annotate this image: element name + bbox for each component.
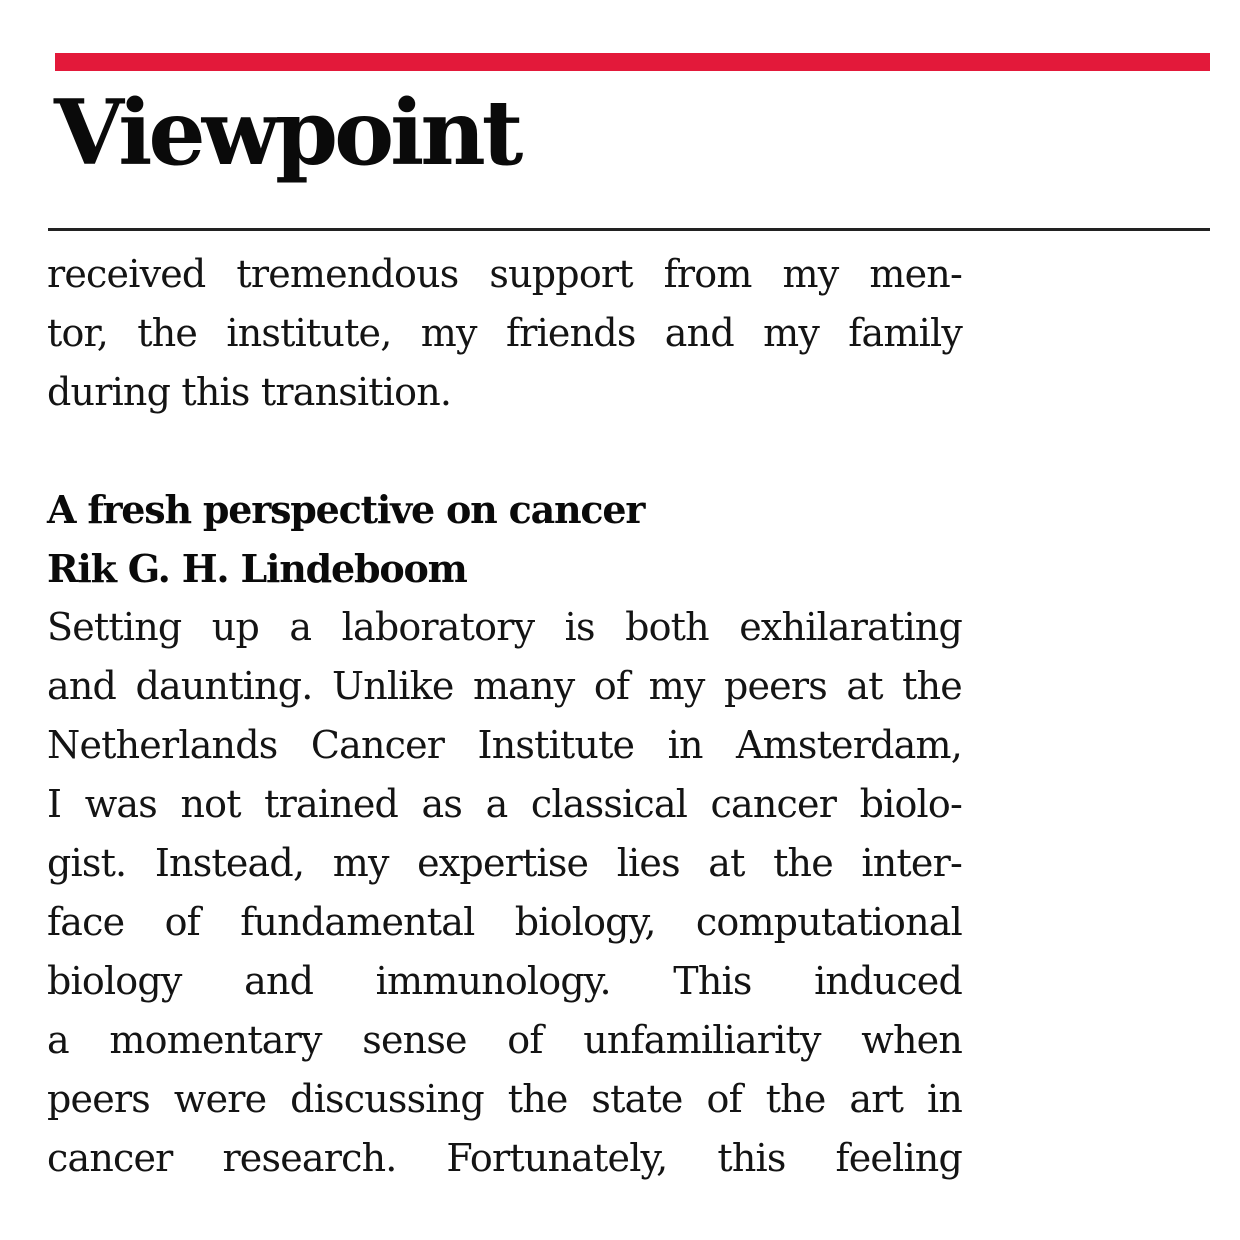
body-line: a momentary sense of unfamiliarity when (47, 1018, 962, 1062)
paragraph-gap (47, 422, 962, 480)
body-line: face of fundamental biology, computational (47, 900, 962, 944)
body-line: peers were discussing the state of the art in (47, 1077, 962, 1121)
body-line: and daunting. Unlike many of my peers at the (47, 664, 962, 708)
header-divider (48, 228, 1210, 231)
article-column (47, 245, 962, 1188)
section-title: Viewpoint (54, 80, 520, 186)
accent-rule (55, 53, 1210, 71)
article-author: Rik G. H. Lindeboom (47, 546, 467, 591)
body-line: Netherlands Cancer Institute in Amsterdam, (47, 723, 962, 767)
article-title: A fresh perspective on cancer (47, 487, 645, 532)
intro-line: tor, the institute, my friends and my family (47, 311, 962, 355)
body-line: gist. Instead, my expertise lies at the inter- (47, 841, 962, 885)
intro-line: received tremendous support from my men- (47, 252, 962, 296)
body-line: biology and immunology. This induced (47, 959, 962, 1003)
body-line: cancer research. Fortunately, this feeling (47, 1136, 962, 1180)
intro-line: during this transition. (47, 370, 452, 414)
body-line: Setting up a laboratory is both exhilarating (47, 605, 962, 649)
body-line: I was not trained as a classical cancer biolo- (47, 782, 962, 826)
